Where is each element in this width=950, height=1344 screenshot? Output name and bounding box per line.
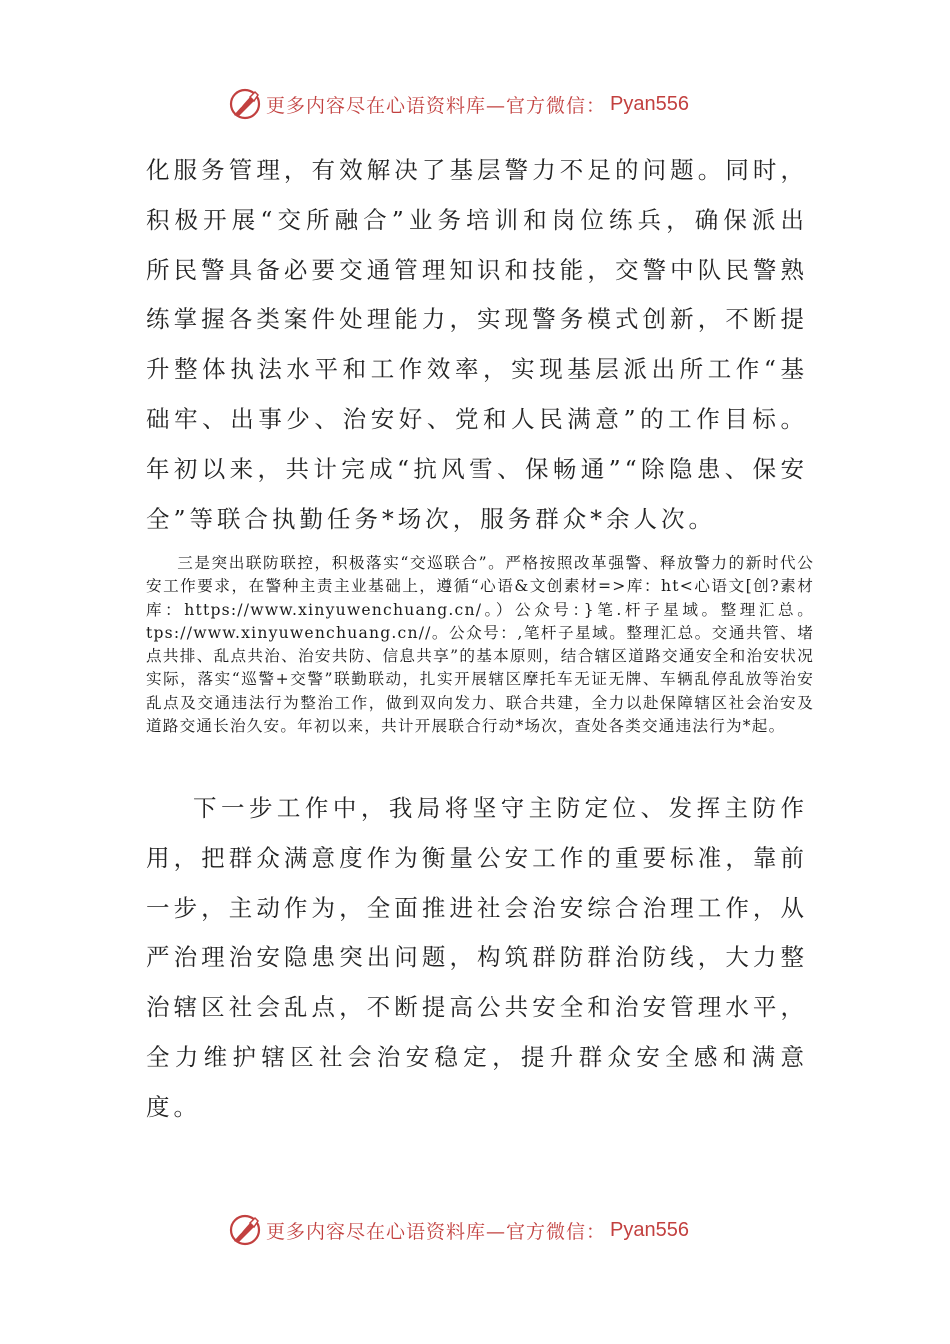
paragraph-joint-patrol: 三是突出联防联控，积极落实“交巡联合”。严格按照改革强警、释放警力的新时代公安工作要求，在警种主责主业基础上，遵循“心语&文创素材=>库：ht<心语文[创?素材库：https://www.xinyuwenchuang.cn/。）公众号：}笔.杆子星域。整理汇总。tps://www.xinyuwenchuang.cn//。公众号：,笔杆子星域。整理汇总。交通共管、堵点共排、乱点共治、治安共防、信息共享”的基本原则，结合辖区道路交通安全和治安状况实际，落实“巡警+交警”联勤联动，扎实开展辖区摩托车无证无牌、车辆乱停乱放等治安乱点及交通违法行为整治工作，做到双向发力、联合共建，全力以赴保障辖区社会治安及道路交通长治久安。年初以来，共计开展联合行动*场次，查处各类交通违法行为*起。 xyxy=(146,554,814,736)
header-watermark xyxy=(228,84,748,124)
pen-nib-circle-icon xyxy=(228,1213,262,1247)
paragraph-continued: 化服务管理，有效解决了基层警力不足的问题。同时，积极开展“交所融合”业务培训和岗位练兵，确保派出所民警具备必要交通管理知识和技能，交警中队民警熟练掌握各类案件处理能力，实现警务模式创新，不断提升整体执法水平和工作效率，实现基层派出所工作“基础牢、出事少、治安好、党和人民满意”的工作目标。年初以来，共计完成“抗风雪、保畅通”“除隐患、保安全”等联合执勤任务*场次，服务群众*余人次。 xyxy=(146,156,808,533)
footer-watermark xyxy=(228,1210,748,1250)
watermark-text: 更多内容尽在心语资料库—官方微信： xyxy=(266,94,607,117)
paragraph-next-steps: 下一步工作中，我局将坚守主防定位、发挥主防作用，把群众满意度作为衡量公安工作的重要标准，靠前一步，主动作为，全面推进社会治安综合治理工作，从严治理治安隐患突出问题，构筑群防群治防线，大力整治辖区社会乱点，不断提高公共安全和治安管理水平，全力维护辖区社会治安稳定，提升群众安全感和满意度。 xyxy=(146,794,808,1121)
watermark-id: Pyan556 xyxy=(610,1218,689,1241)
watermark-text: 更多内容尽在心语资料库—官方微信： xyxy=(266,1220,607,1243)
watermark-id: Pyan556 xyxy=(610,92,689,115)
pen-nib-circle-icon xyxy=(228,87,262,121)
